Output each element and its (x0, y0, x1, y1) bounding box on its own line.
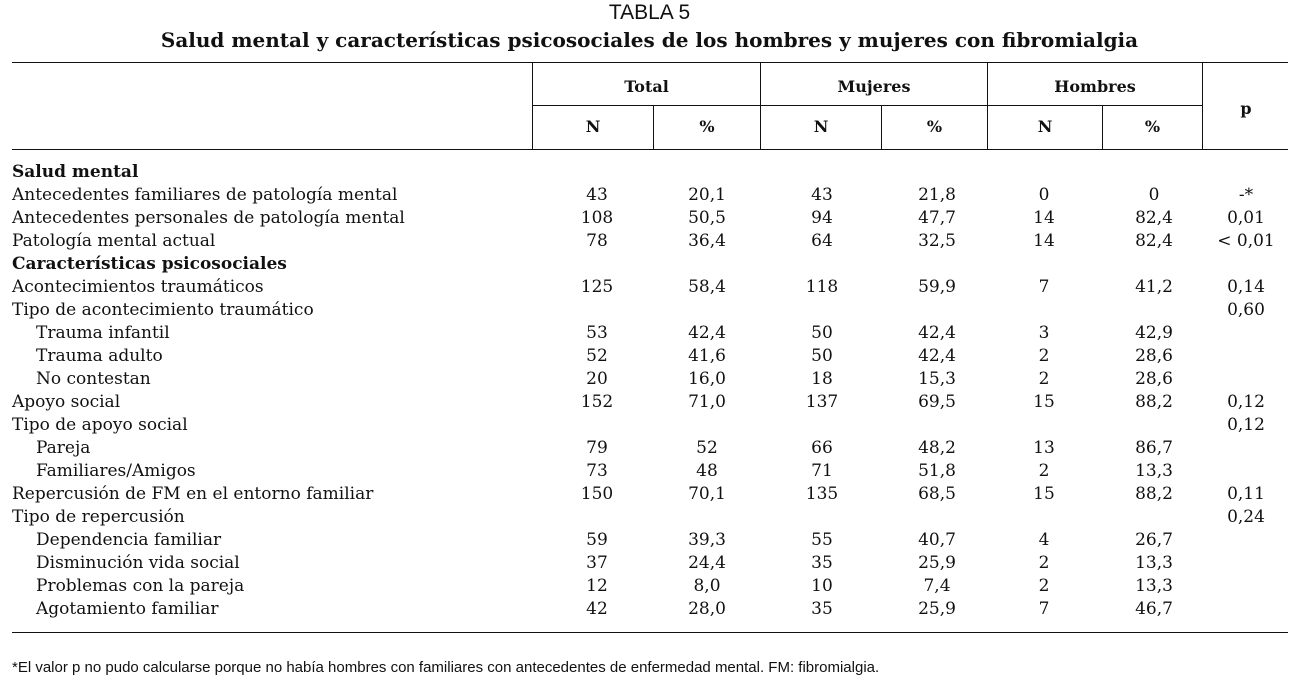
table-cell: 15 (1033, 484, 1055, 504)
row-label: Agotamiento familiar (36, 599, 219, 619)
row-label: Patología mental actual (12, 231, 216, 251)
table-cell: 78 (586, 231, 608, 251)
table-cell: 82,4 (1135, 208, 1173, 228)
table-cell: 2 (1038, 369, 1050, 389)
table-cell: 39,3 (688, 530, 726, 550)
table-cell: 52 (586, 346, 608, 366)
table-cell: 150 (580, 484, 614, 504)
table-cell: 73 (586, 461, 608, 481)
table-cell: 2 (1038, 576, 1050, 596)
table-row (0, 299, 1299, 322)
section-row (0, 161, 1299, 184)
table-cell: 4 (1038, 530, 1050, 550)
table-cell: 36,4 (688, 231, 726, 251)
table-cell: 58,4 (688, 277, 726, 297)
row-label: Trauma infantil (36, 323, 170, 343)
table-cell: 13 (1033, 438, 1055, 458)
table-cell: 68,5 (918, 484, 956, 504)
table-cell: 43 (811, 185, 833, 205)
row-label: Tipo de apoyo social (12, 415, 188, 435)
table-cell: 42,9 (1135, 323, 1173, 343)
header-p: p (1240, 99, 1252, 118)
table-cell: 86,7 (1135, 438, 1173, 458)
header-bottom-rule (12, 149, 1288, 150)
table-cell: 47,7 (918, 208, 956, 228)
table-cell: 53 (586, 323, 608, 343)
table-cell: 25,9 (918, 553, 956, 573)
table-cell: 41,2 (1135, 277, 1173, 297)
table-cell: 42 (586, 599, 608, 619)
table-cell: 28,6 (1135, 369, 1173, 389)
table-cell: 13,3 (1135, 553, 1173, 573)
table-cell: 55 (811, 530, 833, 550)
table-row (0, 414, 1299, 437)
table-row (0, 483, 1299, 506)
table-cell: 48,2 (918, 438, 956, 458)
table-row (0, 529, 1299, 552)
row-label: Pareja (36, 438, 91, 458)
table-cell: 35 (811, 553, 833, 573)
row-label: Dependencia familiar (36, 530, 222, 550)
table-cell: 13,3 (1135, 576, 1173, 596)
table-cell: 2 (1038, 461, 1050, 481)
table-row (0, 276, 1299, 299)
table-cell: 15 (1033, 392, 1055, 412)
row-label: No contestan (36, 369, 151, 389)
row-label: Repercusión de FM en el entorno familiar (12, 484, 374, 504)
table-cell: 42,4 (688, 323, 726, 343)
header-hombres: Hombres (1054, 77, 1136, 96)
row-label: Salud mental (12, 162, 139, 182)
table-row (0, 598, 1299, 621)
table-cell: 135 (805, 484, 839, 504)
table-row (0, 437, 1299, 460)
row-label: Antecedentes familiares de patología mental (12, 185, 398, 205)
table-cell: 52 (696, 438, 718, 458)
table-row (0, 575, 1299, 598)
row-label: Acontecimientos traumáticos (12, 277, 264, 297)
table-cell: 108 (580, 208, 614, 228)
table-cell: 15,3 (918, 369, 956, 389)
table-cell: 14 (1033, 208, 1055, 228)
footnote: *El valor p no pudo calcularse porque no había hombres con familiares con antecedentes de enfermedad mental. FM: fibromialgia. (12, 659, 880, 676)
row-label: Características psicosociales (12, 254, 287, 274)
table-cell: 25,9 (918, 599, 956, 619)
table-cell: 66 (811, 438, 833, 458)
table-row (0, 552, 1299, 575)
row-label: Antecedentes personales de patología mental (12, 208, 405, 228)
table-cell: 0,12 (1227, 415, 1265, 435)
table-cell: 137 (805, 392, 839, 412)
table-cell: 71 (811, 461, 833, 481)
table-cell: 24,4 (688, 553, 726, 573)
top-rule (12, 62, 1288, 63)
table-cell: 42,4 (918, 323, 956, 343)
row-label: Problemas con la pareja (36, 576, 245, 596)
header-mujeres: Mujeres (837, 77, 911, 96)
table-cell: 46,7 (1135, 599, 1173, 619)
table-cell: 0 (1038, 185, 1050, 205)
table-cell: 26,7 (1135, 530, 1173, 550)
table-title: Salud mental y características psicosociales de los hombres y mujeres con fibromialgia (160, 28, 1139, 52)
table-cell: 20,1 (688, 185, 726, 205)
table-cell: 118 (805, 277, 839, 297)
table-cell: 2 (1038, 553, 1050, 573)
table-row (0, 345, 1299, 368)
table-cell: 48 (696, 461, 718, 481)
subheader-total-pct: % (699, 117, 715, 136)
table-row (0, 230, 1299, 253)
table-cell: 51,8 (918, 461, 956, 481)
table-row (0, 460, 1299, 483)
table-cell: 88,2 (1135, 392, 1173, 412)
table-row (0, 368, 1299, 391)
table-cell: 21,8 (918, 185, 956, 205)
table-cell: 14 (1033, 231, 1055, 251)
row-label: Apoyo social (12, 392, 121, 412)
header-total: Total (624, 77, 669, 96)
table-cell: 41,6 (688, 346, 726, 366)
bottom-rule (12, 632, 1288, 633)
table-cell: 35 (811, 599, 833, 619)
table-cell: 64 (811, 231, 833, 251)
table-cell: -* (1238, 185, 1254, 205)
table-cell: 3 (1038, 323, 1050, 343)
table-row (0, 207, 1299, 230)
table-cell: 0,01 (1227, 208, 1265, 228)
table-cell: 10 (811, 576, 833, 596)
table-cell: 59,9 (918, 277, 956, 297)
table-cell: 0,12 (1227, 392, 1265, 412)
table-cell: 50,5 (688, 208, 726, 228)
table-cell: 7 (1038, 277, 1050, 297)
row-label: Disminución vida social (36, 553, 240, 573)
subheader-mujeres-n: N (813, 117, 829, 136)
table-cell: 42,4 (918, 346, 956, 366)
table-cell: 20 (586, 369, 608, 389)
table-cell: 94 (811, 208, 833, 228)
table-cell: 50 (811, 346, 833, 366)
table-cell: 18 (811, 369, 833, 389)
table-cell: 2 (1038, 346, 1050, 366)
subheader-mujeres-pct: % (926, 117, 943, 136)
row-label: Tipo de acontecimiento traumático (12, 300, 314, 320)
table-row (0, 506, 1299, 529)
table-cell: < 0,01 (1217, 231, 1275, 251)
table-cell: 28,0 (688, 599, 726, 619)
table-cell: 16,0 (688, 369, 726, 389)
section-row (0, 253, 1299, 276)
row-label: Tipo de repercusión (12, 507, 185, 527)
table-cell: 59 (586, 530, 608, 550)
table-cell: 40,7 (918, 530, 956, 550)
table-cell: 79 (586, 438, 608, 458)
table-cell: 71,0 (688, 392, 726, 412)
table-cell: 125 (580, 277, 614, 297)
table-cell: 50 (811, 323, 833, 343)
table-row (0, 391, 1299, 414)
row-label: Familiares/Amigos (36, 461, 196, 481)
table-cell: 28,6 (1135, 346, 1173, 366)
table-row (0, 184, 1299, 207)
table-cell: 0,11 (1227, 484, 1265, 504)
table-cell: 0,14 (1227, 277, 1265, 297)
table-cell: 152 (580, 392, 614, 412)
table-label: TABLA 5 (608, 1, 691, 24)
table-cell: 70,1 (688, 484, 726, 504)
table-cell: 13,3 (1135, 461, 1173, 481)
table-cell: 43 (586, 185, 608, 205)
table-cell: 69,5 (918, 392, 956, 412)
table-cell: 88,2 (1135, 484, 1173, 504)
subheader-hombres-pct: % (1144, 117, 1161, 136)
subheader-hombres-n: N (1037, 117, 1053, 136)
subheader-total-n: N (585, 117, 601, 136)
table-cell: 0 (1148, 185, 1160, 205)
table-cell: 7,4 (923, 576, 951, 596)
table-cell: 32,5 (918, 231, 956, 251)
table-cell: 8,0 (693, 576, 721, 596)
row-label: Trauma adulto (36, 346, 163, 366)
table-cell: 0,60 (1227, 300, 1265, 320)
table-cell: 37 (586, 553, 608, 573)
table-cell: 82,4 (1135, 231, 1173, 251)
table-cell: 0,24 (1227, 507, 1265, 527)
table-cell: 7 (1038, 599, 1050, 619)
table-row (0, 322, 1299, 345)
table-cell: 12 (586, 576, 608, 596)
